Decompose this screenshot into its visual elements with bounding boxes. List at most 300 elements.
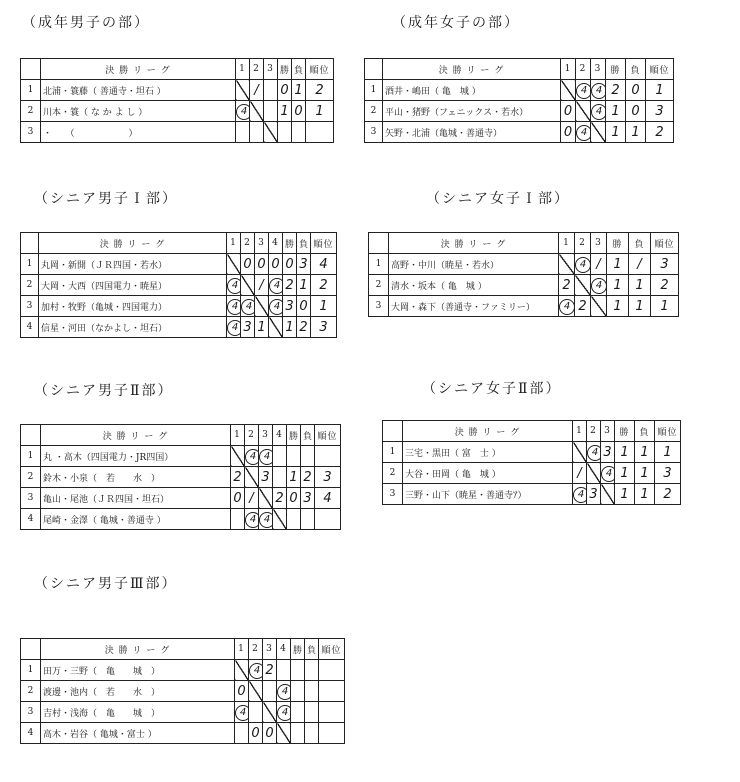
self-match-cell (269, 317, 283, 338)
self-match-cell (559, 254, 575, 275)
team-name: 北浦・簑藤（ 善通寺・坦石 ） (41, 80, 236, 101)
table-row (365, 101, 674, 122)
loss-cell (305, 702, 319, 723)
match-result-cell: 0 (561, 101, 576, 122)
circled-score: 4 (227, 299, 241, 315)
match-result-cell (591, 275, 607, 296)
circled-score: 4 (573, 487, 587, 503)
win-cell (291, 702, 305, 723)
circled-score: 4 (227, 278, 241, 294)
match-result-cell: 2 (273, 488, 287, 509)
table-row (21, 723, 345, 744)
loss-cell (292, 122, 306, 143)
rank-cell: 2 (646, 122, 674, 143)
self-match-cell (573, 442, 587, 463)
table-row (21, 80, 334, 101)
team-name: 大谷・田岡（ 亀 城 ） (403, 463, 573, 484)
self-match-cell (255, 296, 269, 317)
header-col-1: 1 (561, 59, 576, 80)
match-result-cell (273, 446, 287, 467)
header-win: 勝 (606, 59, 626, 80)
match-result-cell: 0 (235, 681, 249, 702)
header-col-3: 3 (591, 233, 607, 254)
league-table-senior-women-2 (382, 420, 681, 505)
match-result-cell: 3 (587, 484, 601, 505)
match-result-cell: 2 (575, 296, 591, 317)
match-result-cell (245, 509, 259, 530)
match-result-cell (277, 681, 291, 702)
loss-cell: 1 (635, 442, 655, 463)
win-cell: 1 (615, 484, 635, 505)
header-blank (365, 59, 383, 80)
league-table-senior-women-1 (368, 232, 679, 317)
self-match-cell (263, 702, 277, 723)
win-cell: 2 (283, 275, 297, 296)
league-table-senior-men-1 (20, 232, 337, 338)
header-col-4: 4 (269, 233, 283, 254)
header-col-3: 3 (259, 425, 273, 446)
rank-cell: 2 (306, 80, 334, 101)
rank-cell (319, 681, 345, 702)
rank-cell: 1 (651, 296, 679, 317)
heading-senior-men-3: （シニア男子Ⅲ部） (34, 576, 178, 592)
header-blank (21, 59, 41, 80)
header-col-2: 2 (575, 233, 591, 254)
circled-score: 4 (591, 278, 607, 294)
team-name: 鈴木・小泉（ 若 水 ） (41, 467, 231, 488)
match-result-cell (587, 442, 601, 463)
row-number: 1 (21, 446, 41, 467)
row-number: 4 (21, 723, 41, 744)
header-loss: 負 (635, 421, 655, 442)
rank-cell: 3 (315, 467, 341, 488)
table-row (21, 296, 337, 317)
circled-score: 4 (259, 512, 273, 528)
circled-score: 4 (236, 104, 250, 120)
match-result-cell (591, 80, 606, 101)
heading-senior-men-1: （シニア男子Ｉ部） (34, 191, 178, 207)
match-result-cell (576, 80, 591, 101)
match-result-cell (273, 467, 287, 488)
row-number: 2 (383, 463, 403, 484)
win-cell (287, 509, 301, 530)
loss-cell (305, 681, 319, 702)
self-match-cell (250, 101, 264, 122)
heading-adult-men: （成年男子の部） (22, 15, 150, 31)
match-result-cell (264, 101, 278, 122)
table-row (369, 254, 679, 275)
table-row (21, 660, 345, 681)
match-result-cell (231, 509, 245, 530)
rank-cell (315, 509, 341, 530)
loss-cell: 2 (301, 467, 315, 488)
team-name: 三野・山下（暁星・善通寺ｱ） (403, 484, 573, 505)
self-match-cell (601, 484, 615, 505)
header-blank (369, 233, 389, 254)
header-league: 決 勝 リ ー グ (389, 233, 559, 254)
table-row (21, 509, 341, 530)
match-result-cell: / (573, 463, 587, 484)
league-table-adult-women (364, 58, 674, 143)
table-row (21, 488, 341, 509)
rank-cell (319, 702, 345, 723)
win-cell (291, 723, 305, 744)
header-rank: 順位 (319, 639, 345, 660)
team-name: 丸 ・高木（四国電力・JR四国） (41, 446, 231, 467)
match-result-cell: 2 (231, 467, 245, 488)
match-result-cell (235, 702, 249, 723)
win-cell (291, 681, 305, 702)
table-row (21, 254, 337, 275)
header-col-1: 1 (231, 425, 245, 446)
team-name: 尾崎・金澤（ 亀城・善通寺 ） (41, 509, 231, 530)
heading-adult-women: （成年女子の部） (392, 15, 520, 31)
team-name: 亀山・尾池（ＪＲ四国・坦石） (41, 488, 231, 509)
header-league: 決 勝 リ ー グ (41, 59, 236, 80)
table-row (21, 467, 341, 488)
header-col-3: 3 (263, 639, 277, 660)
loss-cell: 2 (297, 317, 311, 338)
header-loss: 負 (629, 233, 651, 254)
team-name: 酒井・嶋田（ 亀 城 ） (383, 80, 561, 101)
match-result-cell: / (250, 80, 264, 101)
header-win: 勝 (607, 233, 629, 254)
header-row (21, 233, 337, 254)
rank-cell: 2 (311, 275, 337, 296)
header-loss: 負 (301, 425, 315, 446)
circled-score: 4 (259, 449, 273, 465)
row-number: 2 (21, 681, 41, 702)
self-match-cell (591, 296, 607, 317)
win-cell: 1 (607, 275, 629, 296)
circled-score: 4 (269, 299, 283, 315)
match-result-cell (591, 101, 606, 122)
match-result-cell (235, 723, 249, 744)
header-league: 決 勝 リ ー グ (41, 425, 231, 446)
row-number: 1 (21, 254, 39, 275)
header-col-2: 2 (241, 233, 255, 254)
header-blank (21, 639, 41, 660)
row-number: 2 (21, 275, 39, 296)
loss-cell: 0 (626, 80, 646, 101)
row-number: 1 (21, 80, 41, 101)
circled-score: 4 (591, 83, 606, 99)
match-result-cell (241, 296, 255, 317)
win-cell: 0 (278, 80, 292, 101)
loss-cell: 1 (635, 463, 655, 484)
self-match-cell (561, 80, 576, 101)
loss-cell: 3 (297, 254, 311, 275)
loss-cell: 1 (292, 80, 306, 101)
match-result-cell: 3 (601, 442, 615, 463)
row-number: 3 (21, 296, 39, 317)
team-name: 信星・河田（なかよし・坦石） (39, 317, 227, 338)
circled-score: 4 (576, 125, 591, 141)
rank-cell: 3 (651, 254, 679, 275)
self-match-cell (241, 275, 255, 296)
win-cell: 1 (278, 101, 292, 122)
rank-cell: 1 (311, 296, 337, 317)
self-match-cell (264, 122, 278, 143)
row-number: 1 (365, 80, 383, 101)
circled-score: 4 (245, 449, 259, 465)
header-col-4: 4 (277, 639, 291, 660)
row-number: 3 (21, 702, 41, 723)
row-number: 3 (369, 296, 389, 317)
rank-cell: 2 (651, 275, 679, 296)
row-number: 1 (369, 254, 389, 275)
row-number: 2 (365, 101, 383, 122)
circled-score: 4 (575, 257, 591, 273)
loss-cell: 0 (297, 296, 311, 317)
win-cell: 0 (283, 254, 297, 275)
match-result-cell (559, 296, 575, 317)
table-row (21, 317, 337, 338)
match-result-cell: 0 (269, 254, 283, 275)
header-col-2: 2 (249, 639, 263, 660)
header-rank: 順位 (306, 59, 334, 80)
rank-cell: 2 (655, 484, 681, 505)
circled-score: 4 (601, 466, 615, 482)
match-result-cell (277, 702, 291, 723)
header-col-1: 1 (235, 639, 249, 660)
match-result-cell (227, 296, 241, 317)
circled-score: 4 (241, 299, 255, 315)
match-result-cell (249, 660, 263, 681)
loss-cell: 1 (297, 275, 311, 296)
match-result-cell: 0 (561, 122, 576, 143)
rank-cell (319, 723, 345, 744)
row-number: 3 (365, 122, 383, 143)
team-name: 三宅・黒田（ 富 士 ） (403, 442, 573, 463)
rank-cell: 4 (311, 254, 337, 275)
header-rank: 順位 (646, 59, 674, 80)
self-match-cell (277, 723, 291, 744)
win-cell: 0 (287, 488, 301, 509)
match-result-cell (264, 80, 278, 101)
match-result-cell (277, 660, 291, 681)
header-col-3: 3 (255, 233, 269, 254)
team-name: 丸岡・新開（ＪＲ四国・若水） (39, 254, 227, 275)
loss-cell: 1 (635, 484, 655, 505)
header-rank: 順位 (651, 233, 679, 254)
match-result-cell (259, 446, 273, 467)
team-name: ・ （ ） (41, 122, 236, 143)
row-number: 2 (21, 467, 41, 488)
match-result-cell (601, 463, 615, 484)
match-result-cell (250, 122, 264, 143)
header-col-2: 2 (587, 421, 601, 442)
row-number: 4 (21, 509, 41, 530)
circled-score: 4 (245, 512, 259, 528)
header-rank: 順位 (311, 233, 337, 254)
header-col-3: 3 (601, 421, 615, 442)
circled-score: 4 (559, 299, 575, 315)
table-row (365, 122, 674, 143)
self-match-cell (235, 660, 249, 681)
win-cell: 1 (615, 463, 635, 484)
match-result-cell: / (591, 254, 607, 275)
win-cell: 1 (283, 317, 297, 338)
match-result-cell (227, 317, 241, 338)
rank-cell: 1 (306, 101, 334, 122)
table-row (383, 442, 681, 463)
self-match-cell (587, 463, 601, 484)
loss-cell: 1 (629, 296, 651, 317)
league-table-senior-men-2 (20, 424, 341, 530)
self-match-cell (576, 101, 591, 122)
match-result-cell (259, 509, 273, 530)
header-loss: 負 (626, 59, 646, 80)
self-match-cell (591, 122, 606, 143)
header-row (21, 59, 334, 80)
match-result-cell (573, 484, 587, 505)
loss-cell: / (629, 254, 651, 275)
header-win: 勝 (278, 59, 292, 80)
table-row (383, 463, 681, 484)
header-loss: 負 (305, 639, 319, 660)
row-number: 3 (21, 122, 41, 143)
loss-cell: 1 (626, 122, 646, 143)
self-match-cell (236, 80, 250, 101)
win-cell: 2 (606, 80, 626, 101)
team-name: 清水・坂本（ 亀 城 ） (389, 275, 559, 296)
match-result-cell: 1 (255, 317, 269, 338)
heading-senior-women-1: （シニア女子Ｉ部） (426, 191, 570, 207)
row-number: 2 (21, 101, 41, 122)
header-row (21, 425, 341, 446)
self-match-cell (231, 446, 245, 467)
win-cell: 1 (287, 467, 301, 488)
header-col-3: 3 (591, 59, 606, 80)
win-cell: 1 (607, 296, 629, 317)
team-name: 渡邊・池内（ 若 水 ） (41, 681, 235, 702)
rank-cell (315, 446, 341, 467)
loss-cell (305, 660, 319, 681)
win-cell: 1 (615, 442, 635, 463)
team-name: 田万・三野（ 亀 城 ） (41, 660, 235, 681)
row-number: 4 (21, 317, 39, 338)
win-cell: 1 (606, 101, 626, 122)
rank-cell: 1 (655, 442, 681, 463)
circled-score: 4 (576, 83, 591, 99)
header-league: 決 勝 リ ー グ (383, 59, 561, 80)
table-row (21, 446, 341, 467)
header-col-1: 1 (227, 233, 241, 254)
header-col-4: 4 (273, 425, 287, 446)
team-name: 平山・猪野（フェニックス・若水） (383, 101, 561, 122)
match-result-cell (269, 296, 283, 317)
table-row (21, 681, 345, 702)
heading-senior-women-2: （シニア女子Ⅱ部） (422, 381, 562, 397)
loss-cell: 0 (626, 101, 646, 122)
header-blank (383, 421, 403, 442)
header-col-1: 1 (573, 421, 587, 442)
team-name: 大岡・森下（善通寺・ファミリー） (389, 296, 559, 317)
self-match-cell (575, 275, 591, 296)
team-name: 大岡・大西（四国電力・暁星） (39, 275, 227, 296)
row-number: 1 (383, 442, 403, 463)
team-name: 加村・牧野（亀城・四国電力） (39, 296, 227, 317)
match-result-cell (227, 275, 241, 296)
header-league: 決 勝 リ ー グ (41, 639, 235, 660)
table-row (21, 702, 345, 723)
header-col-2: 2 (245, 425, 259, 446)
self-match-cell (245, 467, 259, 488)
match-result-cell (236, 101, 250, 122)
row-number: 3 (383, 484, 403, 505)
match-result-cell: 0 (231, 488, 245, 509)
match-result-cell: / (255, 275, 269, 296)
match-result-cell: 3 (241, 317, 255, 338)
rank-cell: 4 (315, 488, 341, 509)
rank-cell: 3 (311, 317, 337, 338)
header-row (21, 639, 345, 660)
table-row (383, 484, 681, 505)
table-row (21, 122, 334, 143)
header-rank: 順位 (315, 425, 341, 446)
self-match-cell (273, 509, 287, 530)
loss-cell: 1 (629, 275, 651, 296)
match-result-cell: 3 (259, 467, 273, 488)
table-row (21, 275, 337, 296)
self-match-cell (227, 254, 241, 275)
loss-cell (301, 509, 315, 530)
rank-cell: 3 (655, 463, 681, 484)
rank-cell: 3 (646, 101, 674, 122)
match-result-cell: 2 (263, 660, 277, 681)
match-result-cell (269, 275, 283, 296)
table-row (369, 296, 679, 317)
match-result-cell (576, 122, 591, 143)
circled-score: 4 (277, 705, 291, 721)
header-col-1: 1 (236, 59, 250, 80)
match-result-cell: 0 (249, 723, 263, 744)
loss-cell: 0 (292, 101, 306, 122)
circled-score: 4 (269, 278, 283, 294)
circled-score: 4 (227, 320, 241, 336)
match-result-cell: 0 (263, 723, 277, 744)
header-blank (21, 425, 41, 446)
header-row (369, 233, 679, 254)
win-cell: 3 (283, 296, 297, 317)
match-result-cell: 0 (255, 254, 269, 275)
header-win: 勝 (291, 639, 305, 660)
circled-score: 4 (587, 445, 601, 461)
row-number: 2 (369, 275, 389, 296)
circled-score: 4 (277, 684, 291, 700)
heading-senior-men-2: （シニア男子Ⅱ部） (34, 383, 174, 399)
header-col-1: 1 (559, 233, 575, 254)
win-cell (291, 660, 305, 681)
win-cell: 1 (606, 122, 626, 143)
header-blank (21, 233, 39, 254)
win-cell (287, 446, 301, 467)
table-row (21, 101, 334, 122)
match-result-cell (263, 681, 277, 702)
team-name: 矢野・北浦（亀城・善通寺） (383, 122, 561, 143)
header-col-2: 2 (250, 59, 264, 80)
self-match-cell (259, 488, 273, 509)
header-win: 勝 (283, 233, 297, 254)
header-loss: 負 (297, 233, 311, 254)
team-name: 高木・岩谷（ 亀城・富士 ） (41, 723, 235, 744)
win-cell (278, 122, 292, 143)
table-row (365, 80, 674, 101)
match-result-cell: / (245, 488, 259, 509)
row-number: 1 (21, 660, 41, 681)
header-col-3: 3 (264, 59, 278, 80)
